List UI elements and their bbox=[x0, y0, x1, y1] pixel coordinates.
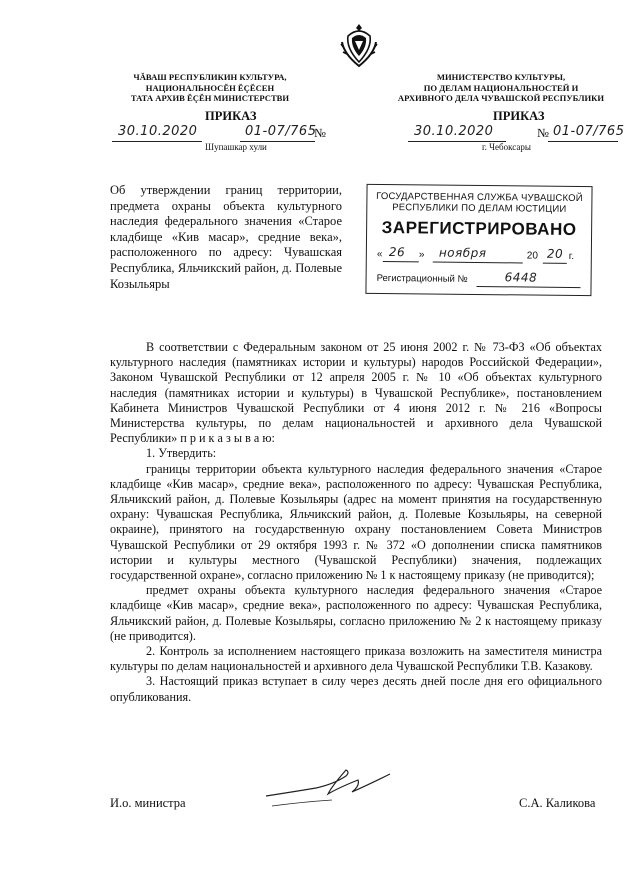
signer-position: И.о. министра bbox=[110, 796, 186, 810]
header-left bbox=[95, 72, 325, 104]
underline bbox=[383, 261, 419, 262]
stamp-line: РЕСПУБЛИКИ ПО ДЕЛАМ ЮСТИЦИИ bbox=[392, 202, 567, 215]
stamp-reg-label: Регистрационный № bbox=[376, 272, 468, 285]
underline bbox=[548, 141, 618, 142]
paragraph-1b: предмет охраны объекта культурного наследия федерального значения «Старое кладбище «Кив масар», средние века», расположенного по адресу: Чувашская Республика, Яльчикский район, д. Полевые Козыльяры, согласно приложению № 2 к настоящему приказу (не приводится). bbox=[110, 583, 602, 643]
stamp-year-unit: г. bbox=[568, 250, 575, 262]
stamp-quote-close: » bbox=[418, 249, 425, 261]
underline bbox=[477, 286, 581, 288]
order-subject: Об утверждении границ территории, предмета охраны объекта культурного наследия федерального значения «Старое кладбище «Кив масар», средние века», расположенного по адресу: Чувашская Республика, Яльчикский район, д. Полевые Козыльяры bbox=[110, 183, 342, 291]
city-left: Шупашкар хули bbox=[205, 142, 267, 152]
stamp-date-row bbox=[377, 247, 583, 265]
header-right-line: МИНИСТЕРСТВО КУЛЬТУРЫ, bbox=[436, 72, 566, 82]
stamp-year-suffix: 20 bbox=[546, 246, 564, 261]
stamp-month: ноября bbox=[438, 245, 487, 261]
city-right: г. Чебоксары bbox=[482, 142, 531, 152]
header-right bbox=[388, 72, 614, 104]
paragraph-intro: В соответствии с Федеральным законом от 25 июня 2002 г. № 73-ФЗ «Об объектах культурного наследия (памятниках истории и культуры) народов Российской Федерации», Законом Чувашской Республики от 12 апреля 2005 г. № 10 «Об объектах культурного наследия (памятниках истории и культуры) в Чувашской Республике», постановлением Кабинета Министров Чувашской Республики от 4 июня 2012 г. № 216 «Вопросы Министерства культуры, по делам национальностей и архивного дела Чувашской Республики» п р и к а з ы в а ю: bbox=[110, 340, 602, 446]
stamp-line: ГОСУДАРСТВЕННАЯ СЛУЖБА ЧУВАШСКОЙ bbox=[376, 190, 583, 205]
header-left-line: ЧĂВАШ РЕСПУБЛИКИН КУЛЬТУРА, bbox=[133, 72, 287, 82]
paragraph-3: 3. Настоящий приказ вступает в силу через десять дней после дня его официального опубликования. bbox=[110, 674, 602, 704]
paragraph-2: 2. Контроль за исполнением настоящего приказа возложить на заместителя министра культуры по делам национальностей и архивного дела Чувашской Республики Т.В. Казакову. bbox=[110, 644, 602, 674]
signer-name: С.А. Каликова bbox=[519, 796, 596, 810]
stamp-year-prefix: 20 bbox=[526, 250, 539, 262]
order-date-right: 30.10.2020 bbox=[414, 124, 494, 139]
stamp-quote-open: « bbox=[376, 248, 383, 260]
order-no-sign-left: № bbox=[314, 126, 326, 140]
header-left-line: НАЦИОНАЛЬНОСĔН ĔÇĔСЕН bbox=[145, 82, 275, 93]
emblem-icon bbox=[338, 22, 380, 68]
stamp-title: ЗАРЕГИСТРИРОВАНО bbox=[381, 217, 577, 240]
order-date-left: 30.10.2020 bbox=[118, 124, 198, 139]
underline bbox=[112, 141, 202, 142]
stamp-reg-row bbox=[377, 271, 583, 289]
paragraph-1: 1. Утвердить: bbox=[146, 446, 217, 461]
order-label-left: ПРИКАЗ bbox=[205, 109, 257, 123]
order-body bbox=[110, 340, 602, 705]
header-right-line: АРХИВНОГО ДЕЛА ЧУВАШСКОЙ РЕСПУБЛИКИ bbox=[397, 93, 605, 103]
header-right-line: ПО ДЕЛАМ НАЦИОНАЛЬНОСТЕЙ И bbox=[423, 82, 579, 93]
order-no-sign-right: № bbox=[537, 126, 549, 140]
order-number-right: 01-07/765 bbox=[553, 124, 625, 139]
registration-stamp bbox=[365, 184, 592, 296]
order-number-left: 01-07/765 bbox=[245, 124, 317, 139]
underline bbox=[433, 262, 523, 264]
handwritten-signature bbox=[262, 762, 402, 812]
order-label-right: ПРИКАЗ bbox=[493, 109, 545, 123]
paragraph-1a: границы территории объекта культурного наследия федерального значения «Старое кладбище «Кив масар», средние века», расположенного по адресу: Чувашская Республика, Яльчикский район, д. Полевые Козыльяры (адрес на момент принятия на государственную охрану: Чувашская Республика, Яльчикский район, д. Полевые Козыльяры, на северной окраине), принятого на государственную охрану постановлением Совета Министров Чувашской Республики от 29 октября 1993 г. № 372 «О дополнении списка памятников истории и культуры местного (Чувашской Республики) значения, подлежащих государственной охране», согласно приложению № 1 к настоящему приказу (не приводится); bbox=[110, 461, 602, 583]
stamp-reg-number: 6448 bbox=[504, 270, 538, 285]
stamp-day: 26 bbox=[388, 245, 406, 260]
underline bbox=[543, 263, 567, 264]
header-left-line: ТАТА АРХИВ ĔÇĔН МИНИСТЕРСТВИ bbox=[130, 93, 290, 103]
